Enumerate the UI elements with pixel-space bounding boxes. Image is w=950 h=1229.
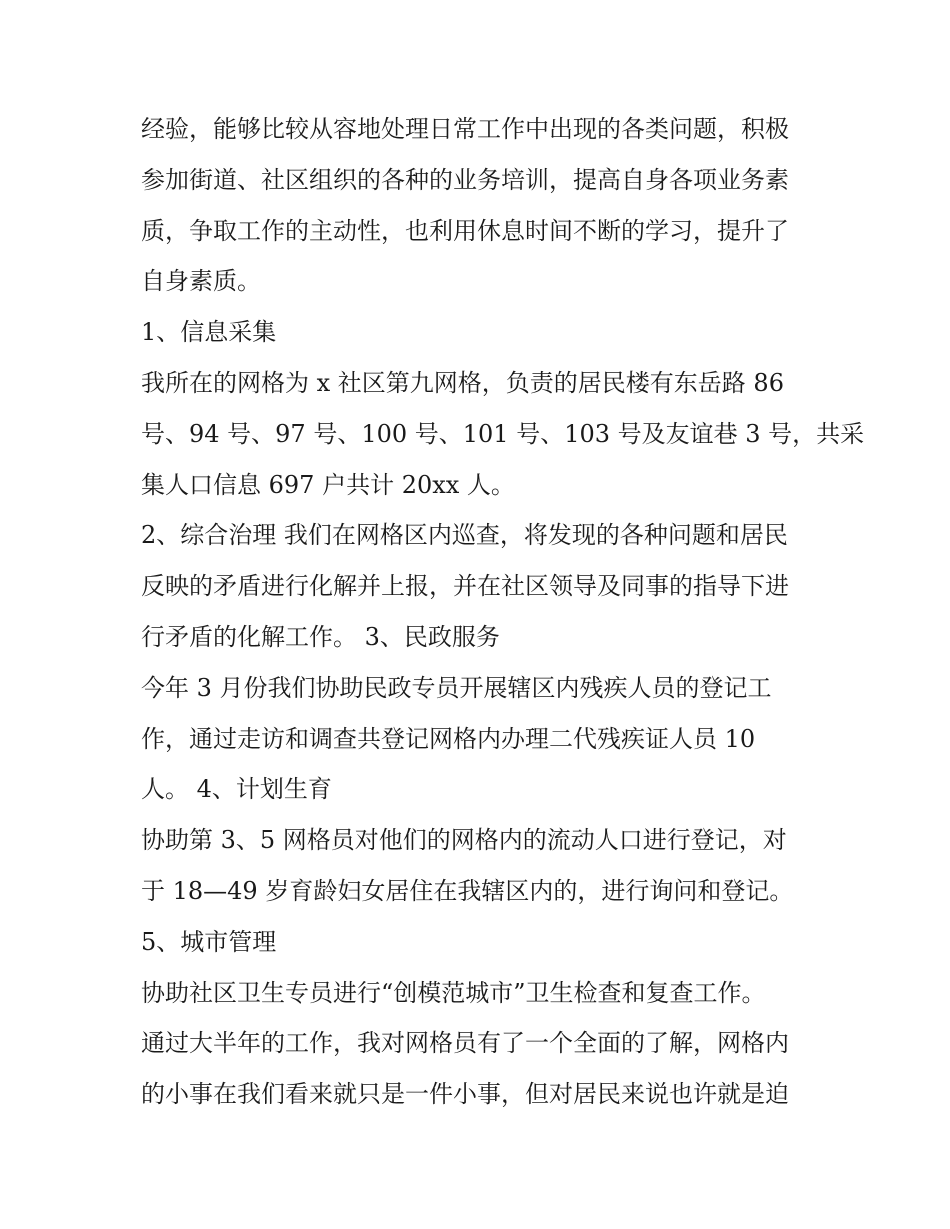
text-line-11: 行矛盾的化解工作。 3、民政服务	[141, 622, 500, 651]
text-line-20: 的小事在我们看来就只是一件小事，但对居民来说也许就是迫	[141, 1080, 789, 1109]
text-line-3: 质，争取工作的主动性，也利用休息时间不断的学习，提升了	[141, 216, 789, 245]
text-line-7: 号、94 号、97 号、100 号、101 号、103 号及友谊巷 3 号，共采	[141, 419, 865, 448]
text-line-4: 自身素质。	[141, 267, 261, 296]
text-line-6: 我所在的网格为 x 社区第九网格，负责的居民楼有东岳路 86	[141, 368, 784, 397]
text-line-14: 人。 4、计划生育	[141, 775, 332, 804]
text-line-12: 今年 3 月份我们协助民政专员开展辖区内残疾人员的登记工	[141, 673, 772, 702]
section-heading-city-management: 5、城市管理	[141, 927, 277, 956]
text-line-19: 通过大半年的工作，我对网格员有了一个全面的了解，网格内	[141, 1029, 789, 1058]
text-line-10: 反映的矛盾进行化解并上报，并在社区领导及同事的指导下进	[141, 572, 789, 601]
body-text	[141, 104, 865, 1120]
section-heading-info-collection: 1、信息采集	[141, 318, 277, 347]
text-line-16: 于 18—49 岁育龄妇女居住在我辖区内的，进行询问和登记。	[141, 876, 794, 905]
text-line-2: 参加街道、社区组织的各种的业务培训，提高自身各项业务素	[141, 165, 789, 194]
text-line-15: 协助第 3、5 网格员对他们的网格内的流动人口进行登记，对	[141, 826, 787, 855]
text-line-1: 经验，能够比较从容地处理日常工作中出现的各类问题，积极	[141, 115, 789, 143]
text-line-9: 2、综合治理 我们在网格区内巡查，将发现的各种问题和居民	[141, 521, 788, 550]
text-line-8: 集人口信息 697 户共计 20xx 人。	[141, 470, 515, 499]
text-line-18: 协助社区卫生专员进行“创模范城市”卫生检查和复查工作。	[141, 978, 766, 1007]
text-line-13: 作，通过走访和调查共登记网格内办理二代残疾证人员 10	[141, 724, 756, 753]
